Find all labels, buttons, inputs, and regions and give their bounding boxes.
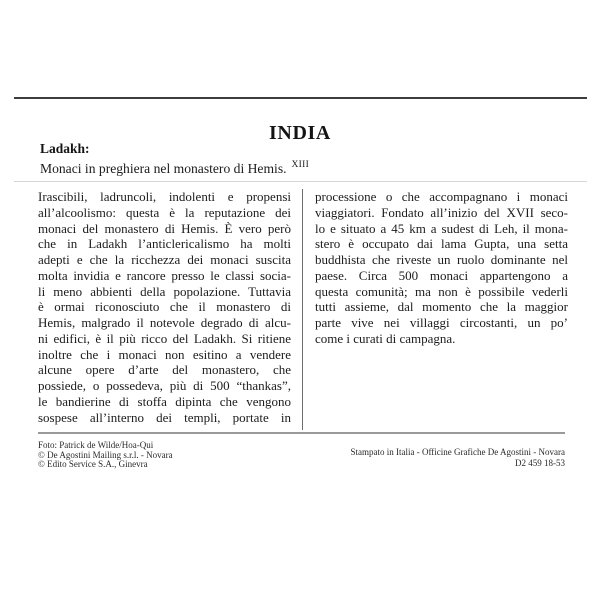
body-text-line: Irascibili, ladruncoli, indolenti e propensi [38, 189, 291, 204]
body-text-line: come i curati di campagna. [315, 330, 456, 346]
printer-line: Stampato in Italia - Officine Grafiche De Agostini - Novara [350, 447, 565, 457]
body-text-line: è ormai riconosciuto che il monastero di [38, 299, 291, 315]
top-rule [14, 97, 587, 99]
body-text-line: li meno abbienti della popolazione. Tuttavia [38, 283, 291, 299]
footer-rule [38, 432, 565, 434]
photo-caption-text: Monaci in preghiera nel monastero di Hemis. [40, 161, 287, 176]
body-text-line: possiede, o possedeva, più di 500 “thankas”, [38, 378, 291, 393]
page-title: INDIA [269, 122, 331, 144]
body-text-line: che in Ladakh l’anticlericalismo ha molti [38, 236, 291, 252]
catalog-code: D2 459 18-53 [515, 457, 565, 468]
photo-credits [38, 441, 173, 470]
body-text-line: adepti e che la ricchezza dei monaci suscita [38, 252, 291, 267]
credit-line: © De Agostini Mailing s.r.l. - Novara [38, 449, 173, 460]
body-text-line: lo e situato a 45 km a sudest di Leh, il mona- [315, 220, 568, 236]
body-text-line: buddhista che riveste un ruolo dominante nel [315, 252, 568, 267]
body-text-line: stero è occupato dai lama Gupta, una setta [315, 236, 568, 252]
credit-line: © Edito Service S.A., Ginevra [38, 459, 148, 469]
region-label: Ladakh: [40, 141, 90, 156]
body-text-line: parte vive nei villaggi circostanti, un po’ [315, 315, 568, 330]
body-text-line: inoltre che i monaci non esitino a vendere [38, 346, 291, 362]
body-text-line: Hemis, malgrado il notevole degrado di alcu- [38, 315, 291, 330]
caption-rule [14, 181, 587, 182]
body-text-line: alcune opere d’arte del monastero, che [38, 362, 291, 378]
photo-caption [40, 160, 309, 177]
body-text-line: viaggiatori. Fondato all’inizio del XVII seco- [315, 204, 568, 220]
body-text-line: sospese all’interno dei templi, portate in [38, 409, 291, 425]
body-text-line: tutti assieme, dal momento che la maggior [315, 299, 568, 315]
body-text-line: processione o che accompagnano i monaci [315, 189, 568, 204]
body-text-line: all’alcoolismo: questa è la reputazione dei [38, 204, 291, 220]
column-divider [302, 189, 303, 430]
credit-line: Foto: Patrick de Wilde/Hoa-Qui [38, 440, 154, 450]
caption-number: XIII [291, 160, 310, 170]
body-right-column [315, 189, 568, 347]
body-left-column [38, 189, 291, 425]
body-text-line: le bandierine di stoffa dipinta che vengono [38, 393, 291, 409]
body-text-line: paese. Circa 500 monaci appartengono a [315, 267, 568, 283]
body-text-line: ni edifici, è il più ricco del Ladakh. Si ritiene [38, 330, 291, 346]
body-text-line: monaci del monastero di Hemis. È vero però [38, 220, 291, 236]
print-info [350, 447, 565, 468]
body-text-line: molta invidia e rancore presso le classi socia- [38, 267, 291, 283]
body-text-line: questa comunità; ma non è possibile vederli [315, 283, 568, 299]
